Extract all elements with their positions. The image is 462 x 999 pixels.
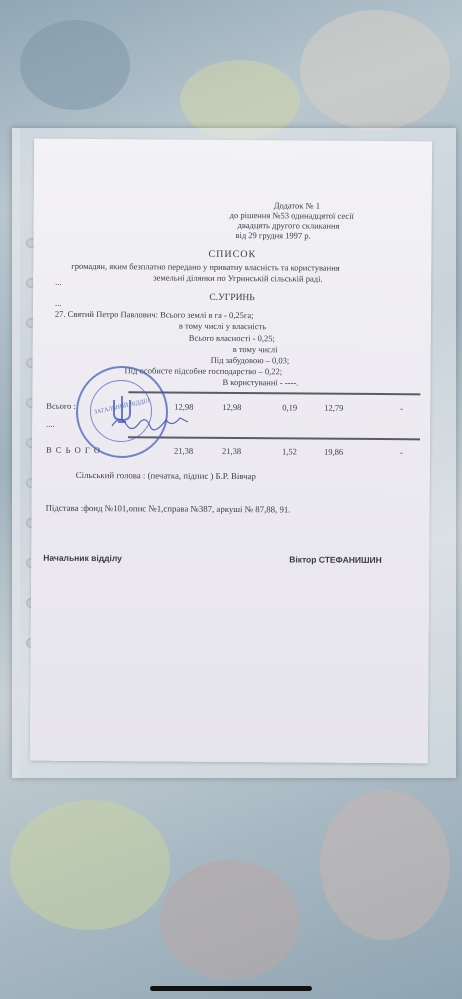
grand-total-use: - [399,447,403,458]
subtotal-use: - [400,403,404,414]
fabric-flower [320,790,450,940]
entry-line-7: В користуванні - ----. [222,376,299,388]
chief-label: Начальник відділу [43,552,122,564]
divider-line [128,436,420,440]
entry-line-3: Всього власності - 0,25; [188,332,275,344]
appendix-number: Додаток № 1 [273,200,321,211]
subtotal-label: Всього : [46,400,76,411]
subtotal-household: 12,79 [324,402,344,413]
village-name: С.УГРИНЬ [209,292,255,304]
archive-basis: Підстава :фонд №101,опис №1,справа №387, аркуші № 87,88, 91. [45,502,291,515]
divider-line [128,391,420,395]
document-title: СПИСОК [208,248,257,261]
village-head-signature-line: Сільський голова : (печатка, підпис ) Б.Р. Вівчар [75,469,256,482]
chief-name: Віктор СТЕФАНИШИН [289,554,382,566]
entry-line-4: в тому числі [232,344,278,355]
fabric-flower [10,800,170,930]
fabric-flower [20,20,130,110]
grand-total-ownership: 21,38 [221,445,242,457]
decision-date: від 29 грудня 1997 р. [235,230,311,241]
grand-total-buildings: 1,52 [281,446,297,457]
title-line-1: громадян, яким безплатно передано у приватну власність та користування [71,260,340,273]
entry-line-2: в тому числі у власність [178,320,267,332]
entry-line-5: Під забудовою – 0,03; [210,354,290,366]
ellipsis: ... [54,297,62,308]
entry-line-6: Під особисте підсобне господарство – 0,22; [124,365,283,377]
subtotal-total-land: 12,98 [174,401,194,412]
ellipsis: ... [55,276,62,287]
grand-total-label: В С Ь О Г О [45,444,102,456]
subtotal-ownership: 12,98 [222,401,242,413]
signature-icon [110,412,190,432]
fabric-flower [300,10,450,130]
home-indicator[interactable] [150,986,312,991]
subtotal-buildings: 0,19 [282,402,298,413]
stamp-text: ЗАГАЛЬНИЙ ВІДДІЛ [93,398,151,416]
grand-total-land: 21,38 [173,445,194,456]
grand-total-household: 19,86 [323,446,344,457]
decision-reference: до рішення №53 одинадцятої сесії [229,209,354,221]
convocation: двадцять другого скликання [237,220,340,231]
entry-line-1: 27. Святий Петро Павлович: Всього землі в га - 0,25га; [54,308,254,321]
title-line-2: земельні ділянки по Угринській сільській раді. [153,272,323,284]
ellipsis: .... [46,418,55,429]
fabric-flower [160,860,300,980]
